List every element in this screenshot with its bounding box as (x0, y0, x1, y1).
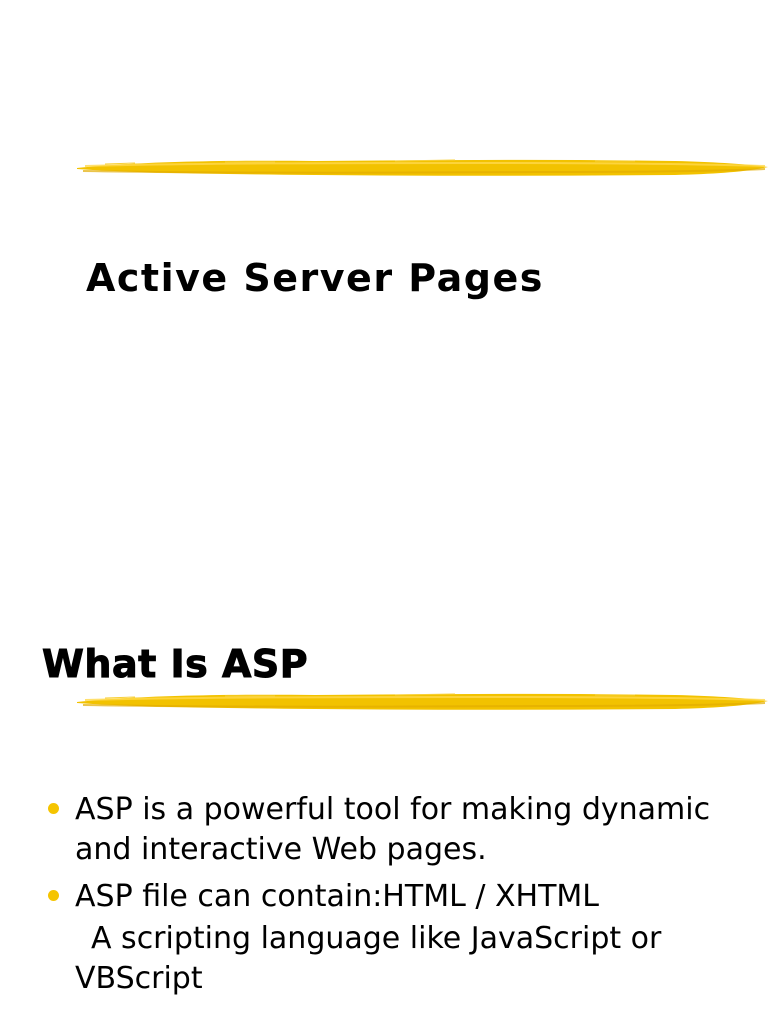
bullet-dot-icon (48, 803, 59, 814)
bullet-list (0, 790, 768, 999)
yellow-brush-stroke-divider (75, 154, 768, 182)
bullet-dot-icon (48, 890, 59, 901)
list-item (0, 877, 768, 917)
bullet-text: ASP file can contain:HTML / XHTML (75, 879, 600, 914)
slide-heading: What Is ASP (42, 642, 309, 686)
bullet-continuation (0, 919, 768, 999)
list-item (0, 790, 768, 870)
continuation-line-1: A scripting language like JavaScript or (91, 921, 662, 956)
bullet-text: ASP is a powerful tool for making dynamic and interactive Web pages. (75, 792, 711, 867)
continuation-line-2: VBScript (75, 961, 203, 996)
slide-title: Active Server Pages (86, 256, 544, 300)
yellow-brush-stroke-divider (75, 688, 768, 716)
